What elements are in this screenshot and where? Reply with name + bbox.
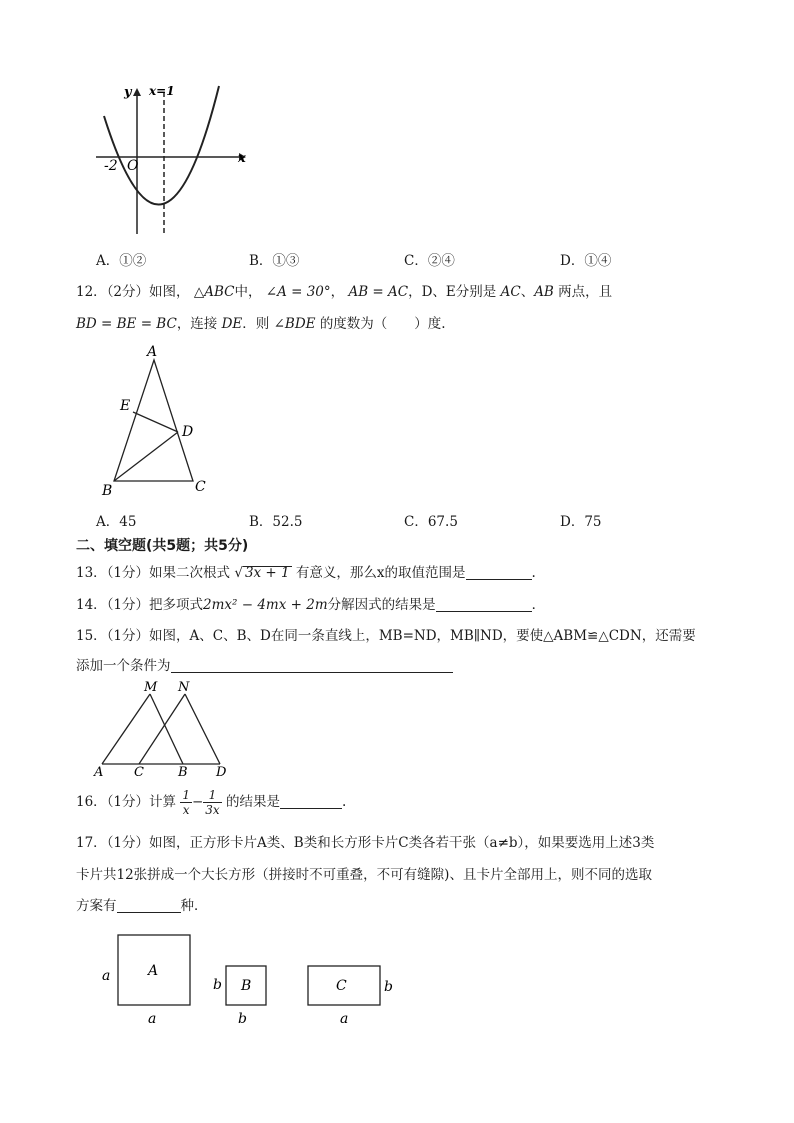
q12-score: （2分） bbox=[106, 284, 150, 300]
point-c-label: C bbox=[134, 765, 144, 780]
q15-stem-line1: 15．（1分）如图，A、C、B、D在同一条直线上，MB=ND，MB∥ND，要使△ABM≌△CDN，还需要 bbox=[76, 628, 696, 644]
q16-fraction-2: $\frac{1}{3x}$ bbox=[205, 788, 220, 817]
q12-option-d[interactable]: D．75 bbox=[560, 514, 602, 530]
q15-answer-blank[interactable] bbox=[171, 658, 453, 673]
q14-score: （1分） bbox=[106, 597, 150, 613]
point-d-label: D bbox=[216, 765, 227, 780]
y-axis-arrow bbox=[133, 88, 141, 96]
point-c-label: C bbox=[195, 479, 206, 495]
segment-am bbox=[102, 694, 150, 764]
q17-stem-line3: 方案有 种． bbox=[76, 898, 208, 914]
q17-stem-line2: 卡片共12张拼成一个大长方形（拼接时不可重叠，不可有缝隙)、且卡片全部用上，则不同的选取 bbox=[76, 867, 652, 883]
segment-bd bbox=[114, 432, 178, 481]
q16-fraction-1: $\frac{1}{x}$ bbox=[182, 788, 190, 817]
q16-score: （1分） bbox=[106, 794, 150, 810]
q17-stem-line1: 17．（1分）如图，正方形卡片A类、B类和长方形卡片C类各若干张（a≠b），如果要选用上述3类 bbox=[76, 835, 655, 851]
q16-answer-blank[interactable] bbox=[280, 794, 342, 809]
point-a-label: A bbox=[147, 344, 158, 360]
q13-stem: 13．（1分）如果二次根式 √ 3x + 1 有意义，那么x的取值范围是 . bbox=[76, 565, 536, 581]
q12-stem-line2: BD = BE = BC，连接 DE．则 ∠BDE 的度数为（ ）度. bbox=[76, 316, 446, 332]
q11-option-b[interactable]: B．①③ bbox=[249, 253, 300, 269]
q13-radical: √ 3x + 1 bbox=[234, 565, 290, 581]
card-c-bottom-label: a bbox=[340, 1011, 349, 1027]
q11-option-d[interactable]: D．①④ bbox=[560, 253, 612, 269]
card-a-bottom-label: a bbox=[148, 1011, 157, 1027]
card-b-bottom-label: b bbox=[238, 1011, 247, 1027]
point-m-label: M bbox=[144, 680, 158, 695]
q16-stem: 16．（1分）计算 $\frac{1}{x}$ − $\frac{1}{3x}$ 的结果是 . bbox=[76, 788, 347, 817]
card-c-label: C bbox=[336, 978, 347, 994]
q12-number: 12． bbox=[76, 284, 107, 300]
section-2-heading: 二、填空题(共5题；共5分) bbox=[76, 538, 249, 554]
x-axis-label: x bbox=[238, 151, 246, 166]
q15-stem-line2: 添加一个条件为 bbox=[76, 654, 453, 674]
parabola-curve bbox=[104, 86, 219, 205]
card-c-side-label: b bbox=[384, 979, 393, 995]
q17-number: 17． bbox=[76, 835, 107, 851]
q11-option-a[interactable]: A．①② bbox=[96, 253, 147, 269]
q17-score: （1分） bbox=[106, 835, 150, 851]
symmetry-axis-label: x=1 bbox=[149, 84, 175, 98]
point-b-label: B bbox=[178, 765, 188, 780]
q13-score: （1分） bbox=[106, 565, 150, 581]
intercept-label: -2 bbox=[104, 158, 118, 174]
q16-number: 16． bbox=[76, 794, 107, 810]
y-axis-label: y bbox=[124, 85, 132, 100]
q15-triangles-figure bbox=[92, 680, 242, 780]
q12-triangle-figure bbox=[96, 340, 216, 500]
card-a-label: A bbox=[148, 963, 159, 979]
q14-answer-blank[interactable] bbox=[436, 597, 532, 612]
q13-number: 13． bbox=[76, 565, 107, 581]
q15-number: 15． bbox=[76, 628, 107, 644]
q11-parabola-graph bbox=[94, 82, 254, 238]
q11-option-c[interactable]: C．②④ bbox=[404, 253, 455, 269]
q12-option-b[interactable]: B．52.5 bbox=[249, 514, 303, 530]
q12-option-a[interactable]: A．45 bbox=[96, 514, 137, 530]
q17-answer-blank[interactable] bbox=[117, 898, 181, 913]
origin-label: O bbox=[127, 158, 139, 174]
q17-cards-figure bbox=[96, 925, 406, 1035]
point-b-label: B bbox=[102, 483, 113, 499]
q12-option-c[interactable]: C．67.5 bbox=[404, 514, 458, 530]
q15-score: （1分） bbox=[106, 628, 150, 644]
card-a-side-label: a bbox=[102, 968, 111, 984]
card-b-label: B bbox=[241, 978, 252, 994]
segment-nd bbox=[185, 694, 220, 764]
point-d-label: D bbox=[182, 424, 194, 440]
q13-answer-blank[interactable] bbox=[466, 565, 532, 580]
point-e-label: E bbox=[120, 398, 131, 414]
q14-stem: 14．（1分）把多项式2mx² − 4mx + 2m分解因式的结果是 ． bbox=[76, 597, 546, 613]
point-a-label: A bbox=[94, 765, 104, 780]
point-n-label: N bbox=[178, 680, 190, 695]
card-b-side-label: b bbox=[213, 977, 222, 993]
q14-number: 14． bbox=[76, 597, 107, 613]
q12-stem-line1: 12．（2分）如图， △ABC中， ∠A = 30°， AB = AC，D、E分别是 AC、AB 两点，且 bbox=[76, 284, 613, 300]
